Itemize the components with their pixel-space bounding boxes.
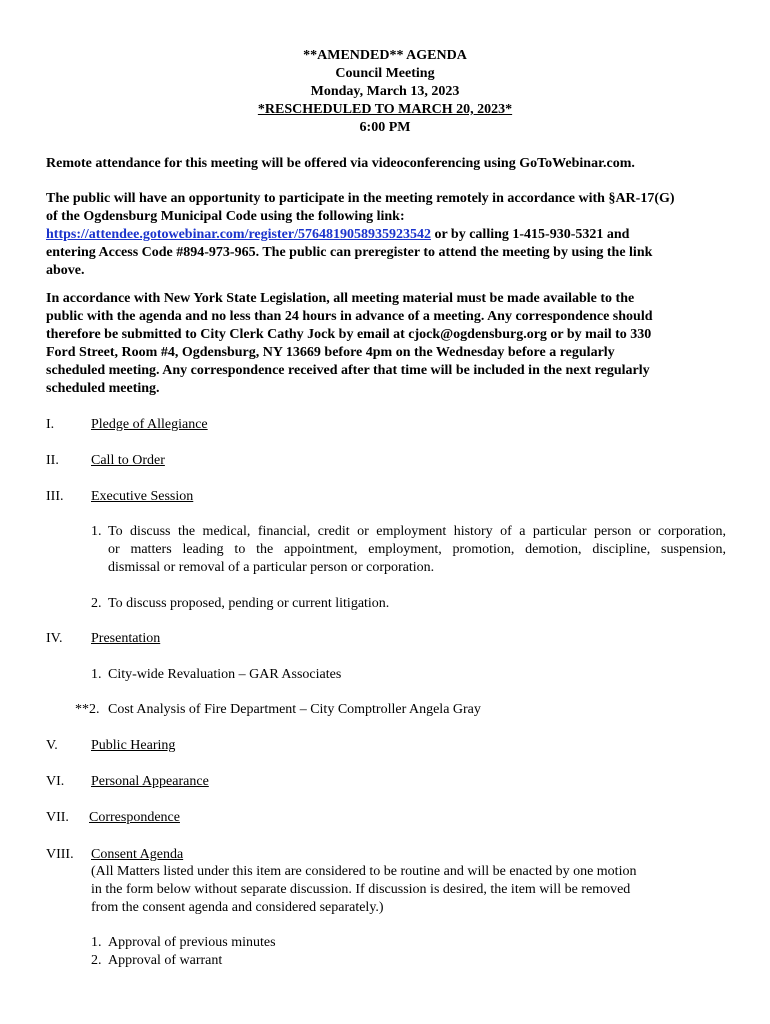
- agenda-item-presentation: Presentation: [91, 631, 161, 646]
- presentation-item-2: Cost Analysis of Fire Department – City Comptroller Angela Gray: [108, 702, 481, 717]
- agenda-item-call-to-order: Call to Order: [91, 453, 165, 468]
- agenda-numeral-iv: IV.: [46, 631, 63, 646]
- meeting-type: Council Meeting: [335, 66, 435, 81]
- legislation-line-2: public with the agenda and no less than 24 hours in advance of a meeting. Any correspondence should: [46, 309, 653, 324]
- webinar-registration-link[interactable]: https://attendee.gotowebinar.com/register/5764819058935923542: [46, 227, 431, 242]
- executive-session-item-2-number: 2.: [91, 596, 102, 611]
- public-participation-line-2: of the Ogdensburg Municipal Code using the following link:: [46, 209, 405, 224]
- consent-agenda-description-line-1: (All Matters listed under this item are considered to be routine and will be enacted by one motion: [91, 864, 637, 879]
- legislation-paragraph: [46, 290, 736, 398]
- agenda-item-pledge: Pledge of Allegiance: [91, 417, 208, 432]
- reschedule-text: *RESCHEDULED TO MARCH 20, 2023*: [257, 102, 513, 117]
- agenda-item-consent-agenda: Consent Agenda: [91, 847, 184, 862]
- executive-session-item-1-number: 1.: [91, 524, 102, 539]
- meeting-time: 6:00 PM: [359, 120, 411, 135]
- executive-session-item-2: To discuss proposed, pending or current litigation.: [108, 596, 390, 611]
- public-participation-line-4: entering Access Code #894-973-965. The public can preregister to attend the meeting by using the link: [46, 245, 653, 260]
- agenda-header: [0, 47, 770, 137]
- consent-agenda-description-line-2: in the form below without separate discussion. If discussion is desired, the item will be removed: [91, 882, 631, 897]
- agenda-title: **AMENDED** AGENDA: [303, 48, 467, 63]
- consent-item-1: Approval of previous minutes: [108, 935, 276, 950]
- phone-access-text: or by calling 1-415-930-5321 and: [430, 227, 630, 242]
- agenda-numeral-v: V.: [46, 738, 58, 753]
- meeting-date: Monday, March 13, 2023: [310, 84, 460, 99]
- remote-notice: [46, 155, 736, 173]
- consent-item-2: Approval of warrant: [108, 953, 223, 968]
- presentation-item-2-number: **2.: [75, 702, 100, 717]
- presentation-item-1-number: 1.: [91, 667, 102, 682]
- public-participation-line-5: above.: [46, 263, 85, 278]
- agenda-item-executive-session: Executive Session: [91, 489, 194, 504]
- legislation-line-5: scheduled meeting. Any correspondence received after that time will be included in the next regularly: [46, 363, 650, 378]
- executive-session-item-1-line-1: To discuss the medical, financial, credit or employment history of a particular person or corporation,: [108, 524, 726, 539]
- agenda-item-correspondence: Correspondence: [89, 810, 180, 825]
- legislation-line-4: Ford Street, Room #4, Ogdensburg, NY 13669 before 4pm on the Wednesday before a regularly: [46, 345, 615, 360]
- consent-agenda-description-line-3: from the consent agenda and considered separately.): [91, 900, 384, 915]
- public-participation-line-1: The public will have an opportunity to participate in the meeting remotely in accordance with §AR-17(G): [46, 191, 675, 206]
- agenda-item-public-hearing: Public Hearing: [91, 738, 176, 753]
- consent-item-2-number: 2.: [91, 953, 102, 968]
- legislation-line-1: In accordance with New York State Legislation, all meeting material must be made available to the: [46, 291, 635, 306]
- agenda-numeral-vii: VII.: [46, 810, 69, 825]
- agenda-numeral-i: I.: [46, 417, 55, 432]
- agenda-numeral-vi: VI.: [46, 774, 65, 789]
- public-participation-paragraph: [46, 190, 736, 280]
- agenda-item-personal-appearance: Personal Appearance: [91, 774, 209, 789]
- public-participation-line-3: [46, 226, 736, 244]
- agenda-numeral-viii: VIII.: [46, 847, 74, 862]
- executive-session-item-1-line-2: or matters leading to the appointment, employment, promotion, demotion, discipline, suspension,: [108, 542, 726, 557]
- executive-session-item-1-line-3: dismissal or removal of a particular person or corporation.: [108, 560, 435, 575]
- consent-item-1-number: 1.: [91, 935, 102, 950]
- legislation-line-6: scheduled meeting.: [46, 381, 160, 396]
- agenda-numeral-ii: II.: [46, 453, 59, 468]
- remote-notice-text: Remote attendance for this meeting will be offered via videoconferencing using GoToWebinar.com.: [46, 156, 635, 171]
- presentation-item-1: City-wide Revaluation – GAR Associates: [108, 667, 342, 682]
- reschedule-notice: [0, 101, 770, 119]
- agenda-numeral-iii: III.: [46, 489, 64, 504]
- legislation-line-3: therefore be submitted to City Clerk Cathy Jock by email at cjock@ogdensburg.org or by mail to 330: [46, 327, 652, 342]
